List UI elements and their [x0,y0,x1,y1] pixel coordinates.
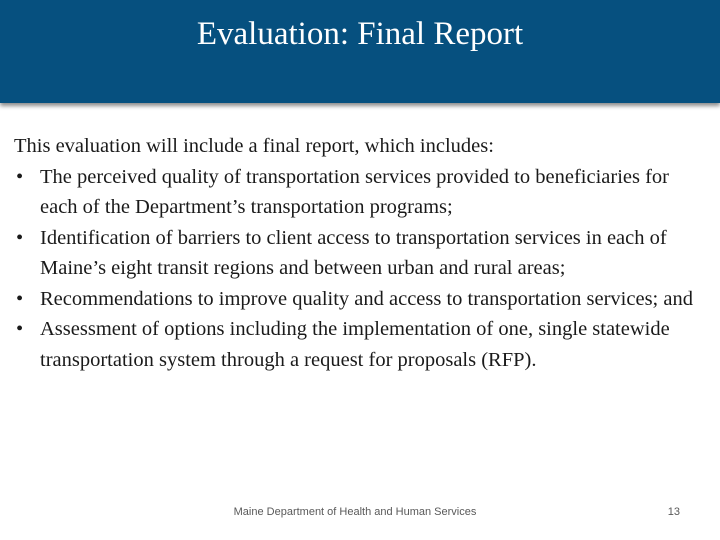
bullet-icon: • [16,165,24,188]
intro-text: This evaluation will include a final report, which includes: [14,135,494,157]
page-number: 13 [667,506,680,518]
bullet-text: Identification of barriers to client access to transportation services in each of Maine’s eight transit regions and between urban and rural areas; [40,226,667,279]
slide-title: Evaluation: Final Report [196,16,524,52]
bullet-item [14,162,704,223]
bullet-icon: • [16,318,24,340]
bullet-icon: • [16,287,24,310]
bullet-text: The perceived quality of transportation services provided to beneficiaries for each of the Department’s transportation programs; [40,165,669,218]
slide-body [14,131,704,375]
title-bar [0,0,720,103]
bullet-icon: • [16,226,24,249]
bullet-text: Recommendations to improve quality and access to transportation services; and [40,287,693,310]
bullet-list [14,162,704,376]
bullet-item [14,284,704,315]
footer-organization: Maine Department of Health and Human Services [233,506,477,518]
bullet-item [14,314,704,375]
bullet-item [14,223,704,284]
bullet-text: Assessment of options including the implementation of one, single statewide transportation system through a request for proposals (RFP). [40,318,670,371]
